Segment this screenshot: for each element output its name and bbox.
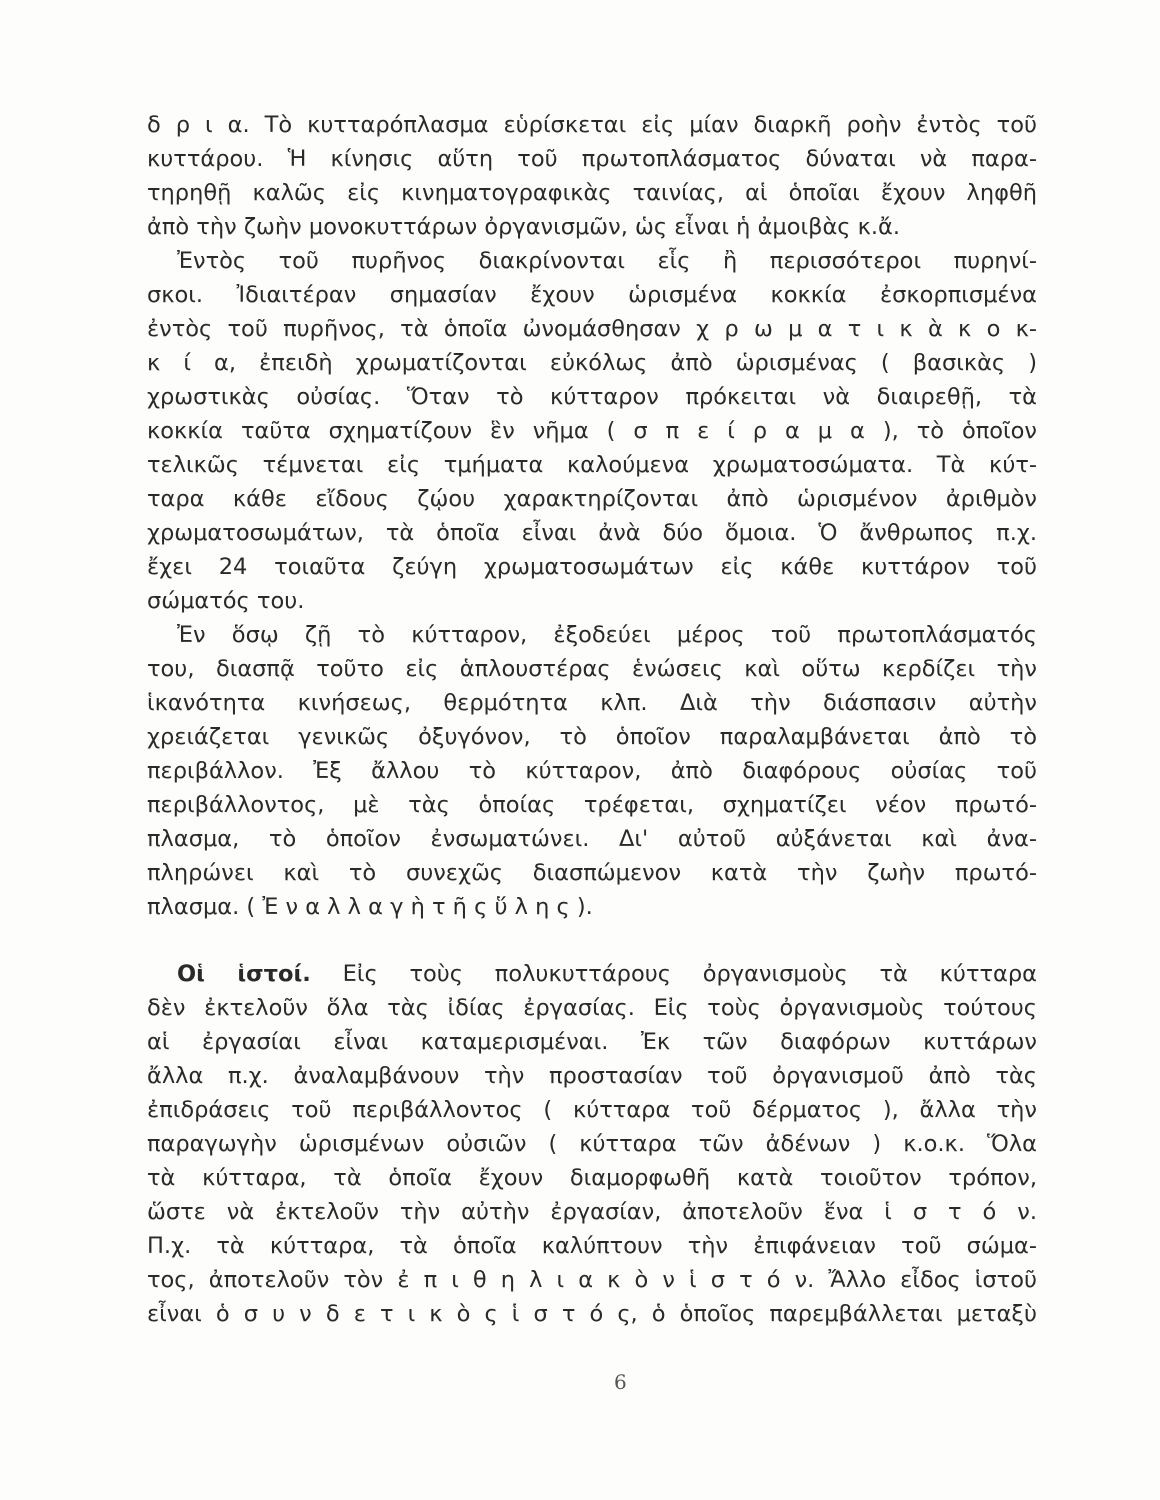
- paragraph-gap: [147, 924, 1037, 957]
- text-line-content: τος, ἀποτελοῦν τὸν ἐ π ι θ η λ ι α κ ὸ ν ἱ σ τ ό ν. Ἄλλο εἶδος ἱστοῦ: [147, 1267, 1037, 1293]
- text-line: [147, 108, 1037, 142]
- text-line: [147, 1263, 1037, 1297]
- text-line: [147, 1161, 1037, 1195]
- text-line: [147, 1127, 1037, 1161]
- text-line: [147, 1059, 1037, 1093]
- text-line-content: εἶναι ὁ σ υ ν δ ε τ ι κ ὸ ς ἱ σ τ ό ς, ὁ ὁποῖος παρεμβάλλεται μεταξὺ: [147, 1301, 1037, 1327]
- text-line: [147, 516, 1037, 550]
- text-line: [147, 550, 1037, 584]
- text-line-content: κοκκία ταῦτα σχηματίζουν ἓν νῆμα ( σ π ε ί ρ α μ α ), τὸ ὁποῖον: [147, 418, 1037, 444]
- text-line-content: Ἐν ὅσῳ ζῇ τὸ κύτταρον, ἐξοδεύει μέρος τοῦ πρωτοπλάσματός: [177, 622, 1037, 648]
- section-heading: Οἱ ἱστοί.: [177, 961, 311, 987]
- text-line: [147, 380, 1037, 414]
- text-line: [147, 957, 1037, 991]
- text-line-content: ἄλλα π.χ. ἀναλαμβάνουν τὴν προστασίαν τοῦ ὀργανισμοῦ ἀπὸ τὰς: [147, 1063, 1037, 1089]
- text-line-content: χρωστικὰς οὐσίας. Ὅταν τὸ κύτταρον πρόκειται νὰ διαιρεθῇ, τὰ: [147, 384, 1037, 410]
- text-line: [147, 176, 1037, 210]
- text-line: [147, 142, 1037, 176]
- text-line: [147, 482, 1037, 516]
- text-line: [147, 1093, 1037, 1127]
- text-line-content: ἀπὸ τὴν ζωὴν μονοκυττάρων ὀργανισμῶν, ὡς εἶναι ἡ ἀμοιβὰς κ.ἄ.: [147, 214, 901, 240]
- text-line-content: κυττάρου. Ἡ κίνησις αὕτη τοῦ πρωτοπλάσματος δύναται νὰ παρα-: [147, 146, 1037, 172]
- text-line-content: τὰ κύτταρα, τὰ ὁποῖα ἔχουν διαμορφωθῆ κατὰ τοιοῦτον τρόπον,: [147, 1165, 1037, 1191]
- text-line: [147, 584, 1037, 618]
- text-line: [147, 210, 1037, 244]
- text-line: [147, 618, 1037, 652]
- text-line-content: σκοι. Ἰδιαιτέραν σημασίαν ἔχουν ὡρισμένα κοκκία ἐσκορπισμένα: [147, 282, 1037, 308]
- text-line: [147, 856, 1037, 890]
- text-line-content: τελικῶς τέμνεται εἰς τμήματα καλούμενα χρωματοσώματα. Τὰ κύτ-: [147, 452, 1037, 478]
- text-line-content: ὥστε νὰ ἐκτελοῦν τὴν αὐτὴν ἐργασίαν, ἀποτελοῦν ἕνα ἱ σ τ ό ν.: [147, 1199, 1037, 1225]
- text-line: [147, 822, 1037, 856]
- text-line-content: τηρηθῇ καλῶς εἰς κινηματογραφικὰς ταινίας, αἱ ὁποῖαι ἔχουν ληφθῆ: [147, 180, 1037, 206]
- text-line: [147, 1025, 1037, 1059]
- text-line-content: Π.χ. τὰ κύτταρα, τὰ ὁποῖα καλύπτουν τὴν ἐπιφάνειαν τοῦ σώμα-: [147, 1233, 1037, 1259]
- text-line: [147, 720, 1037, 754]
- text-line-content: περιβάλλον. Ἐξ ἄλλου τὸ κύτταρον, ἀπὸ διαφόρους οὐσίας τοῦ: [147, 758, 1037, 784]
- text-line: [147, 1297, 1037, 1331]
- text-line: [147, 278, 1037, 312]
- text-line-content: ἔχει 24 τοιαῦτα ζεύγη χρωματοσωμάτων εἰς κάθε κυττάρον τοῦ: [147, 554, 1037, 580]
- text-line-content: ἱκανότητα κινήσεως, θερμότητα κλπ. Διὰ τὴν διάσπασιν αὐτὴν: [147, 690, 1037, 716]
- text-line: [147, 652, 1037, 686]
- text-line-content: Εἰς τοὺς πολυκυττάρους ὀργανισμοὺς τὰ κύτταρα: [310, 961, 1037, 987]
- text-line: [147, 754, 1037, 788]
- text-line: [147, 244, 1037, 278]
- text-line: [147, 346, 1037, 380]
- text-line-content: του, διασπᾷ τοῦτο εἰς ἁπλουστέρας ἑνώσεις καὶ οὕτω κερδίζει τὴν: [147, 656, 1037, 682]
- text-line: [147, 686, 1037, 720]
- text-line-content: πληρώνει καὶ τὸ συνεχῶς διασπώμενον κατὰ τὴν ζωὴν πρωτό-: [147, 860, 1037, 886]
- text-line-content: δ ρ ι α. Τὸ κυτταρόπλασμα εὑρίσκεται εἰς μίαν διαρκῆ ροὴν ἐντὸς τοῦ: [147, 112, 1037, 138]
- text-line-content: κ ί α, ἐπειδὴ χρωματίζονται εὐκόλως ἀπὸ ὡρισμένας ( βασικὰς ): [147, 350, 1037, 376]
- text-line-content: αἱ ἐργασίαι εἶναι καταμερισμέναι. Ἐκ τῶν διαφόρων κυττάρων: [147, 1029, 1037, 1055]
- text-line: [147, 1229, 1037, 1263]
- page-number: 6: [614, 1370, 627, 1394]
- text-line: [147, 890, 1037, 924]
- text-line-content: ἐπιδράσεις τοῦ περιβάλλοντος ( κύτταρα τοῦ δέρματος ), ἄλλα τὴν: [147, 1097, 1037, 1123]
- page-body-text: [147, 108, 1037, 1331]
- text-line-content: ταρα κάθε εἴδους ζῴου χαρακτηρίζονται ἀπὸ ὡρισμένον ἀριθμὸν: [147, 486, 1037, 512]
- text-line-content: παραγωγὴν ὡρισμένων οὐσιῶν ( κύτταρα τῶν ἀδένων ) κ.ο.κ. Ὅλα: [147, 1131, 1037, 1157]
- text-line: [147, 1195, 1037, 1229]
- text-line-content: πλασμα, τὸ ὁποῖον ἐνσωματώνει. Δι' αὐτοῦ αὐξάνεται καὶ ἀνα-: [147, 826, 1037, 852]
- text-line-content: Ἐντὸς τοῦ πυρῆνος διακρίνονται εἷς ἢ περισσότεροι πυρηνί-: [177, 248, 1037, 274]
- text-line: [147, 312, 1037, 346]
- text-line: [147, 448, 1037, 482]
- text-line-content: πλασμα. ( Ἐ ν α λ λ α γ ὴ τ ῆ ς ὕ λ η ς ).: [147, 894, 593, 920]
- text-line-content: δὲν ἐκτελοῦν ὅλα τὰς ἰδίας ἐργασίας. Εἰς τοὺς ὀργανισμοὺς τούτους: [147, 995, 1037, 1021]
- text-line-content: χρωματοσωμάτων, τὰ ὁποῖα εἶναι ἀνὰ δύο ὅμοια. Ὁ ἄνθρωπος π.χ.: [147, 520, 1037, 546]
- text-line-content: ἐντὸς τοῦ πυρῆνος, τὰ ὁποῖα ὠνομάσθησαν χ ρ ω μ α τ ι κ ὰ κ ο κ-: [147, 316, 1037, 342]
- text-line: [147, 991, 1037, 1025]
- text-line: [147, 788, 1037, 822]
- text-line-content: σώματός του.: [147, 588, 305, 614]
- text-line: [147, 414, 1037, 448]
- text-line-content: περιβάλλοντος, μὲ τὰς ὁποίας τρέφεται, σχηματίζει νέον πρωτό-: [147, 792, 1037, 818]
- text-line-content: χρειάζεται γενικῶς ὀξυγόνον, τὸ ὁποῖον παραλαμβάνεται ἀπὸ τὸ: [147, 724, 1037, 750]
